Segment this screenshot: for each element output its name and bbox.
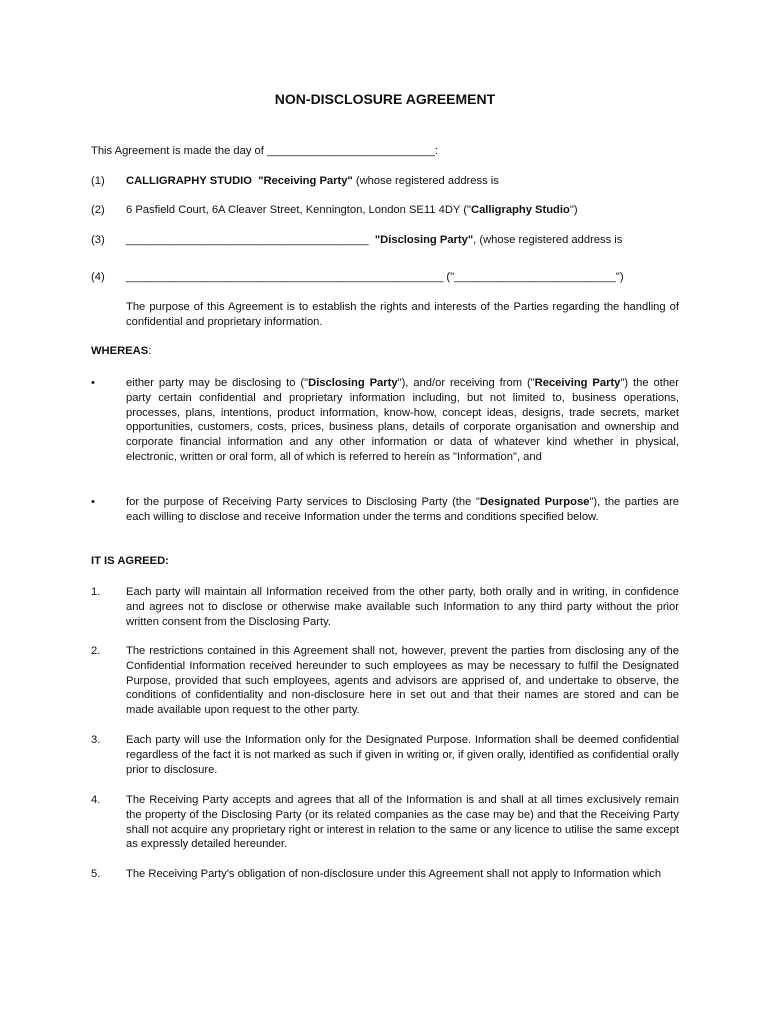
party-3-text: , (whose registered address is	[473, 234, 623, 246]
party-1	[126, 174, 499, 189]
clause-4-number: 4.	[91, 794, 101, 806]
whereas-label: WHEREAS	[91, 345, 149, 357]
bullet-1-text-b: "), and/or receiving from ("	[397, 377, 535, 389]
clause-5: The Receiving Party's obligation of non-disclosure under this Agreement shall not apply to Information which	[126, 868, 662, 880]
bullet-2-text-b: "), the parties are each willing to disclose and receive Information under the terms and conditions specified below.	[126, 496, 680, 523]
party-3-role: "Disclosing Party"	[374, 234, 474, 246]
clause-3: Each party will use the Information only for the Designated Purpose. Information shall be deemed confidential regardless of the fact it is not marked as such if given in writing or, if given orally, identified as confidential orally prior to disclosure.	[126, 734, 679, 776]
clause-1: Each party will maintain all Information received from the other party, both orally and in writing, in confidence and agrees not to disclose or otherwise make available such Information to any third party without the prior written consent from the Disclosing Party.	[126, 586, 679, 628]
bullet-2-marker: •	[91, 496, 95, 508]
bullet-2-designated-purpose: Designated Purpose	[479, 496, 590, 508]
clause-5-number: 5.	[91, 868, 101, 880]
clause-3-number: 3.	[91, 734, 101, 746]
party-2-name: Calligraphy Studio	[471, 204, 570, 216]
agreement-date-line: This Agreement is made the day of ___________________________:	[91, 145, 439, 157]
clause-1-number: 1.	[91, 586, 101, 598]
clause-2: The restrictions contained in this Agreement shall not, however, prevent the parties from disclosing any of the Confidential Information received hereunder to such employees as may be necessary to fulfil the Designated Purpose, provided that such employees, agents and advisors are apprised of, and undertake to observe, the conditions of confidentiality and non-disclosure here in set out and that their names are stored and can be made available upon request to the other party.	[126, 645, 679, 717]
clause-4: The Receiving Party accepts and agrees that all of the Information is and shall at all times exclusively remain the property of the Disclosing Party (or its related companies as the case may be) and that the Receiving Party shall not acquire any proprietary right or interest in relation to the same or any licence to utilise the same except as expressly detailed hereunder.	[126, 794, 679, 851]
document-title: NON-DISCLOSURE AGREEMENT	[274, 91, 496, 107]
whereas-heading	[91, 344, 151, 359]
clause-2-number: 2.	[91, 645, 101, 657]
bullet-1-disclosing-party: Disclosing Party	[308, 377, 398, 389]
bullet-1-marker: •	[91, 377, 95, 389]
bullet-1-text-c: ") the other party certain confidential and proprietary information including, but not limited to, business operations, processes, plans, intentions, product information, know-how, concept ideas, designs, trade secrets, market opportunities, customers, costs, prices, business plans, details of corporate organisation and ownership and corporate financial information and any other information or data of whatever kind whether in physical, electronic, written or oral form, all of which is referred to herein as "Information", and	[126, 377, 679, 463]
agreed-heading: IT IS AGREED:	[91, 555, 169, 567]
party-1-number: (1)	[91, 175, 105, 187]
party-1-text: (whose registered address is	[352, 175, 499, 187]
bullet-2-text-a: for the purpose of Receiving Party services to Disclosing Party (the "	[126, 496, 480, 508]
party-3-blank: _______________________________________	[126, 234, 369, 246]
bullet-1-receiving-party: Receiving Party	[534, 377, 621, 389]
whereas-bullet-2	[126, 495, 679, 525]
party-2-number: (2)	[91, 204, 105, 216]
purpose-paragraph: The purpose of this Agreement is to establish the rights and interests of the Parties regarding the handling of confidential and proprietary information.	[126, 301, 679, 328]
party-4-number: (4)	[91, 271, 105, 283]
party-1-role: "Receiving Party"	[258, 175, 353, 187]
party-2-address: 6 Pasfield Court, 6A Cleaver Street, Kennington, London SE11 4DY ("	[126, 204, 471, 216]
party-3	[126, 233, 622, 248]
party-2	[126, 203, 578, 218]
party-2-end: ")	[569, 204, 578, 216]
bullet-1-text-a: either party may be disclosing to ("	[126, 377, 309, 389]
whereas-colon: :	[148, 345, 152, 357]
party-4-blank: ___________________________________________________ ("__________________________")	[126, 271, 624, 283]
party-3-number: (3)	[91, 234, 105, 246]
party-1-name: CALLIGRAPHY STUDIO	[126, 175, 252, 187]
whereas-bullet-1	[126, 376, 679, 465]
